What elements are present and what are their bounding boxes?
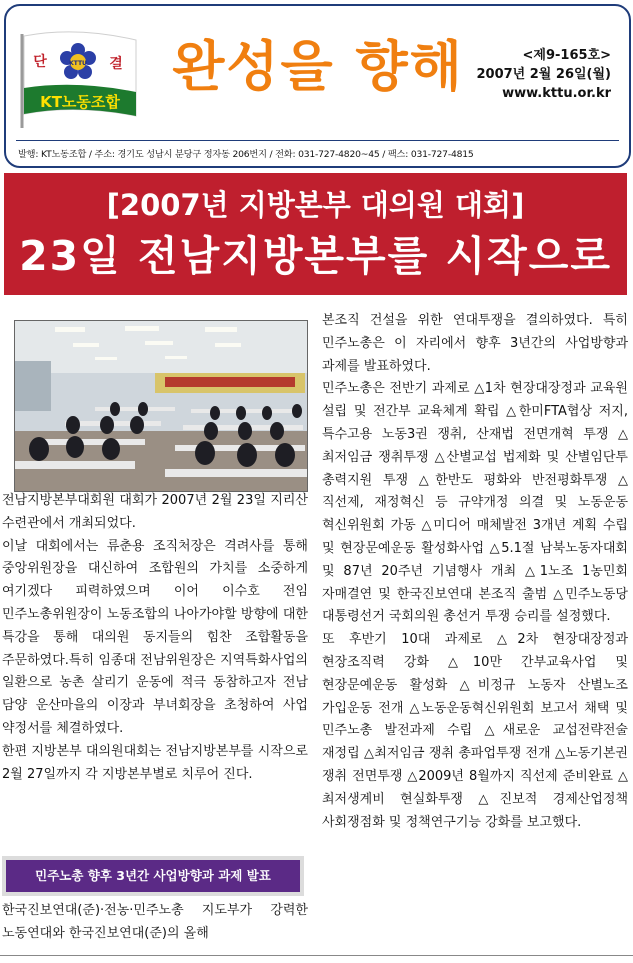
page-bottom-rule [0,955,633,956]
article-left-column [2,490,308,786]
article-paragraph: 민주노총은 전반기 과제로 △1차 현장대장정과 교육원 설립 및 전간부 교육체계 확립 △한미FTA협상 저지, 특수고용 노동3권 쟁취, 산재법 전면개혁 투쟁 △최저임금 쟁취투쟁 △산별교섭 법제화 및 산별임단투 총력지원 투쟁 △한반도 평화와 반전평화투쟁 △직선제, 재정혁신 등 규약개정 의결 및 노동운동 혁신위원회 가동 △미디어 매체발전 3개년 계획 수립 및 현장문예운동 활성화사업 △5.1절 남북노동자대회 및 87년 20주년 기념행사 개최 △1노조 1농민회 자매결연 및 한국진보연대 본조직 출범 △민주노동당 대통령선거 국회의원 총선거 투쟁 승리를 설정했다. [322,381,628,625]
article-paragraph: 본조직 건설을 위한 연대투쟁을 결의하였다. 특히 민주노총은 이 자리에서 향후 3년간의 사업방향과 과제를 발표하였다. [322,313,628,374]
meeting-hall-illustration [15,321,307,491]
publisher-contact-line: 발행: KT노동조합 / 주소: 경기도 성남시 분당구 정자동 206번지 / 전화: 031-727-4820~45 / 팩스: 031-727-4815 [18,149,474,160]
article-right-column [322,310,628,834]
issue-date: 2007년 2월 26일(월) [476,67,611,82]
article-paragraph: 전남지방본부대회원 대회가 2007년 2월 23일 지리산 수련관에서 개최되었다. [2,493,308,531]
logo-banner-text: KT노동조합 [40,93,120,111]
article-paragraph: 이날 대회에서는 류춘용 조직처장은 격려사를 통해 중앙위원장을 대신하여 조합원의 가치를 소중하게 여기겠다 피력하였으며 이어 이수호 전임 민주노총위원장이 노동조합의 나아가야할 방향에 대한 특강을 통해 대의원 동지들의 힘찬 조합활동을 주문하였다.특히 임종대 전남위원장은 지역특화사업의 일환으로 농촌 살리기 운동에 적극 동참하고자 전남 담양 운산마을의 이장과 부녀회장을 초청하여 사업 약정서를 체결하였다. [2,538,308,736]
logo-right-char: 결 [109,56,123,72]
meeting-hall-photo [14,320,308,492]
issue-number: <제9-165호> [522,48,611,63]
logo-badge-text: KTTU [69,60,87,67]
logo-left-char: 단 [33,54,47,70]
masthead-box [4,4,631,168]
issue-website[interactable]: www.kttu.or.kr [502,86,611,101]
article-paragraph: 한국진보연대(준)·전농·민주노총 지도부가 강력한 노동연대와 한국진보연대(준)의 올해 [2,903,308,941]
subheading-box [2,856,304,896]
headline-kicker: [2007년 지방본부 대의원 대회] [106,188,525,222]
headline-banner [4,173,627,295]
subheading-text: 민주노총 향후 3년간 사업방향과 과제 발표 [6,860,300,892]
article-paragraph: 또 후반기 10대 과제로 △2차 현장대장정과 현장조직력 강화 △10만 간부교육사업 및 현장문예운동 활성화 △비정규 노동자 산별노조 가입운동 전개 △노동운동혁신위원회 보고서 채택 및 민주노총 발전과제 수립 △새로운 교섭전략전술 재정립 △최저임금 쟁취 총파업투쟁 전개 △노동기본권 쟁취 전면투쟁 △2009년 8월까지 직선제 준비완료 △최저생계비 현실화투쟁 △진보적 경제산업정책 사회쟁점화 및 정책연구기능 강화를 보고했다. [322,632,628,830]
headline-main: 23일 전남지방본부를 시작으로 [19,232,612,280]
newsletter-title: 완성을 향해 [172,35,464,98]
article-paragraph: 한편 지방본부 대의원대회는 전남지방본부를 시작으로 2월 27일까지 각 지방본부별로 치루어 진다. [2,743,308,782]
issue-info [477,46,612,103]
header-divider [16,140,619,141]
union-flag-icon [16,30,141,130]
article-left-column-continued [2,900,308,946]
